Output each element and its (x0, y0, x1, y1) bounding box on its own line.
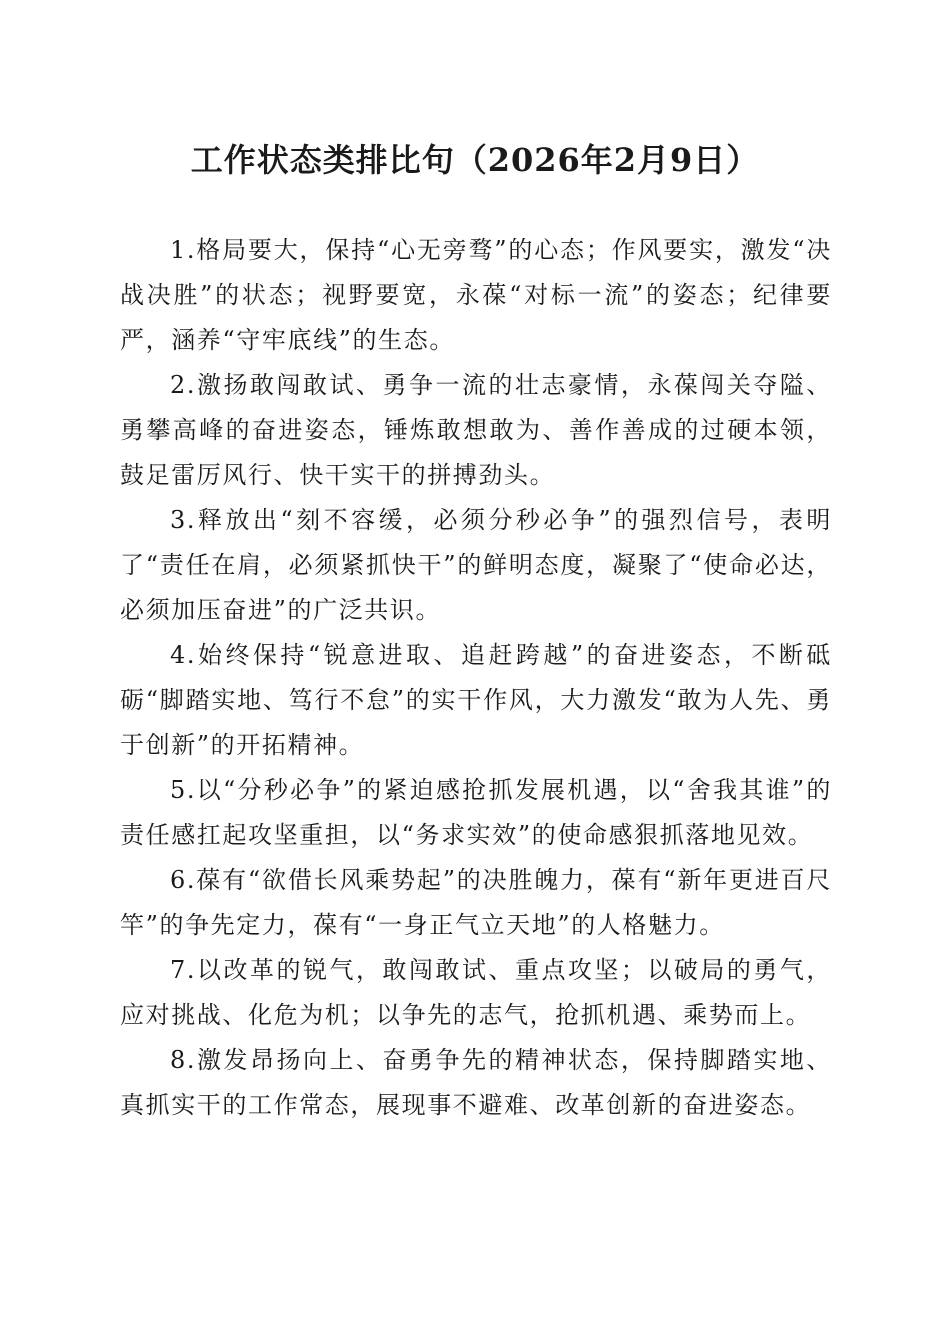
paragraph-5: 5.以“分秒必争”的紧迫感抢抓发展机遇，以“舍我其谁”的责任感扛起攻坚重担，以“务求实效”的使命感狠抓落地见效。 (120, 776, 832, 849)
paragraph-4: 4.始终保持“锐意进取、追赶跨越”的奋进姿态，不断砥砺“脚踏实地、笃行不怠”的实干作风，大力激发“敢为人先、勇于创新”的开拓精神。 (120, 641, 832, 759)
paragraph-1: 1.格局要大，保持“心无旁骛”的心态；作风要实，激发“决战决胜”的状态；视野要宽，永葆“对标一流”的姿态；纪律要严，涵养“守牢底线”的生态。 (120, 236, 832, 354)
document-body (120, 228, 832, 1128)
document-title: 工作状态类排比句（2026年2月9日） (190, 141, 760, 179)
paragraph-2: 2.激扬敢闯敢试、勇争一流的壮志豪情，永葆闯关夺隘、勇攀高峰的奋进姿态，锤炼敢想敢为、善作善成的过硬本领，鼓足雷厉风行、快干实干的拼搏劲头。 (120, 371, 832, 489)
paragraph-3: 3.释放出“刻不容缓，必须分秒必争”的强烈信号，表明了“责任在肩，必须紧抓快干”的鲜明态度，凝聚了“使命必达，必须加压奋进”的广泛共识。 (120, 506, 832, 624)
paragraph-8: 8.激发昂扬向上、奋勇争先的精神状态，保持脚踏实地、真抓实干的工作常态，展现事不避难、改革创新的奋进姿态。 (120, 1046, 832, 1119)
paragraph-6: 6.葆有“欲借长风乘势起”的决胜魄力，葆有“新年更进百尺竿”的争先定力，葆有“一身正气立天地”的人格魅力。 (120, 866, 832, 939)
paragraph-7: 7.以改革的锐气，敢闯敢试、重点攻坚；以破局的勇气，应对挑战、化危为机；以争先的志气，抢抓机遇、乘势而上。 (120, 956, 832, 1029)
